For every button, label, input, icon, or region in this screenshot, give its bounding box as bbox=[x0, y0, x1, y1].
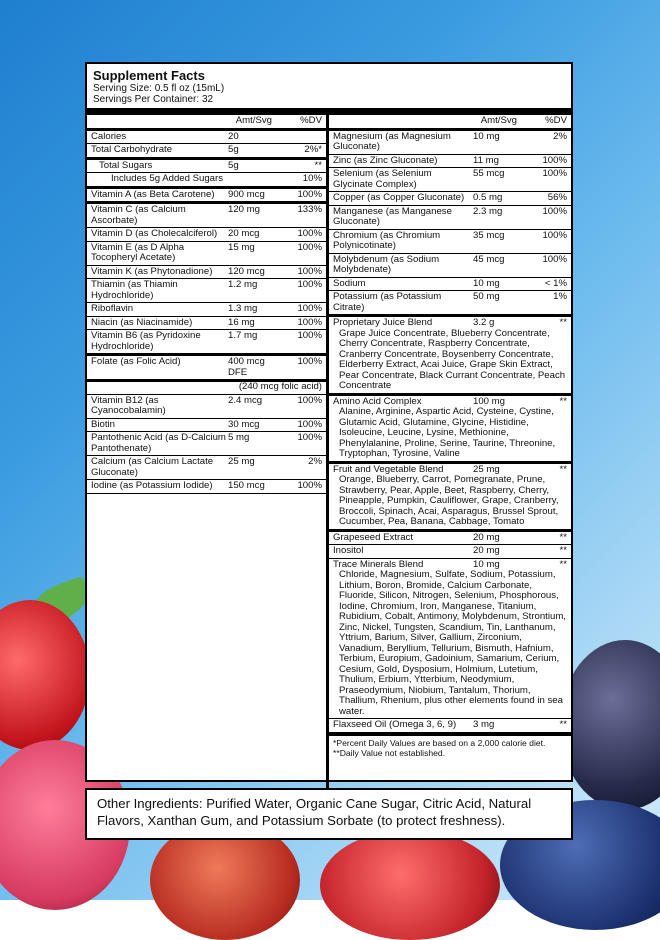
nutrient-dv: 100% bbox=[297, 418, 322, 430]
nutrient-name: Vitamin A (as Beta Carotene) bbox=[91, 188, 215, 200]
blend-block bbox=[329, 464, 571, 532]
nutrient-dv: 100% bbox=[297, 316, 322, 328]
nutrient-dv: 100% bbox=[297, 480, 322, 491]
blend-dv: ** bbox=[559, 719, 567, 730]
servings-per-container: Servings Per Container: 32 bbox=[93, 94, 214, 105]
blend-amount: 20 mg bbox=[473, 531, 500, 543]
nutrient-name: Thiamin (as Thiamin Hydrochloride) bbox=[91, 279, 178, 301]
nutrient-name: Vitamin E (as D Alpha Tocopheryl Acetate) bbox=[91, 241, 185, 263]
nutrient-row bbox=[329, 155, 571, 169]
nutrient-row bbox=[87, 242, 326, 266]
nutrient-amount: 15 mg bbox=[228, 241, 255, 253]
footnotes bbox=[329, 733, 571, 760]
nutrient-row bbox=[87, 330, 326, 356]
nutrient-name: Calcium (as Calcium Lactate Gluconate) bbox=[91, 456, 214, 478]
nutrient-row bbox=[329, 278, 571, 292]
amt-header: Amt/Svg bbox=[235, 115, 272, 126]
nutrient-dv: 133% bbox=[297, 204, 322, 215]
nutrient-row bbox=[87, 189, 326, 205]
nutrient-amount: 400 mcg DFE bbox=[228, 356, 265, 378]
nutrient-row bbox=[329, 131, 571, 155]
blend-name: Fruit and Vegetable Blend bbox=[333, 463, 444, 475]
nutrient-amount: 150 mcg bbox=[228, 480, 265, 491]
blend-name: Grapeseed Extract bbox=[333, 531, 413, 543]
nutrient-name: Vitamin B12 (as Cyanocobalamin) bbox=[91, 394, 166, 416]
blend-block bbox=[329, 317, 571, 396]
footnote-not-established: **Daily Value not established. bbox=[333, 747, 446, 758]
nutrient-name: Includes 5g Added Sugars bbox=[111, 173, 224, 184]
nutrient-row bbox=[87, 228, 326, 242]
nutrient-amount: 1.2 mg bbox=[228, 279, 258, 290]
blend-name: Trace Minerals Blend bbox=[333, 558, 424, 570]
nutrient-dv: 100% bbox=[542, 168, 567, 179]
nutrient-extra: (240 mcg folic acid) bbox=[87, 382, 326, 395]
nutrient-row bbox=[329, 206, 571, 230]
nutrient-dv: 100% bbox=[542, 253, 567, 265]
nutrient-dv: 2% bbox=[308, 456, 322, 467]
blend-header bbox=[333, 318, 567, 329]
nutrient-row bbox=[87, 317, 326, 331]
nutrient-row bbox=[87, 160, 326, 174]
nutrient-name: Niacin (as Niacinamide) bbox=[91, 316, 193, 328]
left-table-header bbox=[87, 115, 326, 131]
nutrient-name: Copper (as Copper Gluconate) bbox=[333, 192, 465, 203]
nutrient-name: Vitamin D (as Cholecalciferol) bbox=[91, 228, 218, 239]
nutrient-dv: 2%* bbox=[304, 144, 322, 155]
nutrient-row bbox=[87, 266, 326, 280]
serving-size: Serving Size: 0.5 fl oz (15mL) bbox=[93, 83, 225, 94]
nutrient-amount: 55 mcg bbox=[473, 168, 505, 179]
nutrient-row bbox=[87, 204, 326, 228]
nutrient-dv: ** bbox=[314, 159, 322, 171]
nutrient-dv: 100% bbox=[297, 394, 322, 406]
nutrient-row bbox=[329, 291, 571, 317]
nutrient-amount: 35 mcg bbox=[473, 229, 505, 241]
nutrient-name: Total Carbohydrate bbox=[91, 144, 173, 155]
nutrient-name: Magnesium (as Magnesium Gluconate) bbox=[333, 130, 451, 152]
blend-dv: ** bbox=[559, 558, 567, 570]
nutrient-name: Sodium bbox=[333, 277, 366, 289]
facts-header bbox=[87, 64, 571, 115]
nutrient-row bbox=[87, 356, 326, 382]
nutrient-name: Vitamin K (as Phytonadione) bbox=[91, 265, 213, 277]
apple-image bbox=[320, 830, 500, 940]
nutrient-name: Vitamin B6 (as Pyridoxine Hydrochloride) bbox=[91, 330, 201, 352]
blend-dv: ** bbox=[559, 531, 567, 543]
nutrient-row bbox=[87, 419, 326, 433]
blend-ingredients: Grape Juice Concentrate, Blueberry Concentrate, Cherry Concentrate, Raspberry Concentrate, Cranberry Concentrate, Boysenberry Concentrate, Elderberry Extract, Acai Juice, Grape Skin Extract, Pear Concentrate, Black Currant Concentrate, Peach Concentrate bbox=[339, 327, 566, 391]
nutrient-row bbox=[329, 230, 571, 254]
nutrient-amount: 45 mcg bbox=[473, 253, 505, 265]
nutrient-name: Biotin bbox=[91, 418, 115, 430]
blend-header bbox=[333, 533, 567, 544]
other-ingredients: Other Ingredients: Purified Water, Organic Cane Sugar, Citric Acid, Natural Flavors, Xanthan Gum, and Potassium Sorbate (to protect freshness). bbox=[85, 788, 573, 840]
blend-ingredients: Chloride, Magnesium, Sulfate, Sodium, Potassium, Lithium, Boron, Bromide, Calcium Carbonate, Fluoride, Silicon, Nitrogen, Selenium, Phosphorous, Iodine, Chromium, Iron, Manganese, Titanium, Rubidium, Cobalt, Antimony, Molybdenum, Strontium, Zinc, Nickel, Tungsten, Scandium, Tin, Lanthanum, Yttrium, Barium, Silver, Gallium, Zirconium, Vanadium, Beryllium, Tellurium, Bismuth, Hafnium, Terbium, Europium, Gadoinium, Samarium, Cerium, Cesium, Gold, Dysposium, Holmium, Lutetium, Thulium, Erbium, Ytterbium, Neodymium, Praseodymium, Niobium, Tantalum, Thorium, Thallium, Rhenium, plus other elements found in sea water. bbox=[339, 569, 566, 717]
nutrient-amount: 900 mcg bbox=[228, 188, 265, 200]
nutrient-amount: 20 mcg bbox=[228, 228, 260, 239]
blend-ingredients: Alanine, Arginine, Aspartic Acid, Cysteine, Cystine, Glutamic Acid, Glutamine, Glycine, Histidine, Isoleucine, Leucine, Lysine, Methionine, Phenylalanine, Proline, Serine, Taurine, Threonine, Tryptophan, Tyrosine, Valine bbox=[339, 406, 556, 459]
blend-dv: ** bbox=[559, 317, 567, 328]
nutrient-name: Folate (as Folic Acid) bbox=[91, 356, 181, 367]
blend-rows bbox=[329, 317, 571, 733]
blend-header bbox=[333, 546, 567, 557]
nutrient-name: Manganese (as Manganese Gluconate) bbox=[333, 205, 452, 227]
nutrient-row bbox=[87, 144, 326, 160]
blend-dv: ** bbox=[559, 395, 567, 407]
nutrient-dv: 100% bbox=[297, 279, 322, 290]
nutrient-name: Chromium (as Chromium Polynicotinate) bbox=[333, 229, 441, 251]
nutrient-amount: 0.5 mg bbox=[473, 192, 503, 203]
nutrient-row bbox=[87, 432, 326, 456]
nutrient-dv: 56% bbox=[547, 192, 567, 203]
nutrient-name: Vitamin C (as Calcium Ascorbate) bbox=[91, 204, 186, 226]
nutrient-amount: 2.3 mg bbox=[473, 205, 503, 217]
blend-name: Inositol bbox=[333, 545, 364, 556]
nutrient-amount: 5g bbox=[228, 144, 239, 155]
nutrient-amount: 5g bbox=[228, 159, 239, 171]
nutrient-dv: 1% bbox=[553, 291, 567, 302]
nutrient-name: Molybdenum (as Sodium Molybdenate) bbox=[333, 253, 440, 275]
nutrient-dv: 100% bbox=[297, 188, 322, 200]
nutrient-row bbox=[87, 480, 326, 494]
nutrient-row bbox=[87, 303, 326, 317]
nutrient-dv: 100% bbox=[542, 229, 567, 241]
facts-columns bbox=[87, 115, 571, 831]
nutrient-row bbox=[329, 168, 571, 192]
nutrient-dv: 100% bbox=[542, 154, 567, 166]
blend-amount: 3 mg bbox=[473, 719, 495, 730]
nutrient-row bbox=[87, 131, 326, 145]
blend-amount: 20 mg bbox=[473, 545, 500, 556]
nutrient-dv: 100% bbox=[297, 303, 322, 314]
blend-name: Flaxseed Oil (Omega 3, 6, 9) bbox=[333, 719, 457, 730]
facts-title: Supplement Facts bbox=[93, 68, 205, 83]
nutrient-amount: 1.7 mg bbox=[228, 330, 258, 341]
blend-block bbox=[329, 396, 571, 464]
nutrient-dv: 100% bbox=[297, 228, 322, 239]
nutrient-name: Riboflavin bbox=[91, 303, 134, 314]
nutrient-dv: 100% bbox=[297, 432, 322, 443]
nutrient-amount: 20 bbox=[228, 130, 239, 142]
right-column bbox=[329, 115, 571, 831]
nutrient-row bbox=[87, 173, 326, 189]
blend-header bbox=[333, 720, 567, 731]
nutrient-amount: 120 mg bbox=[228, 204, 260, 215]
nutrient-amount: 2.4 mcg bbox=[228, 394, 263, 406]
nutrient-row bbox=[87, 395, 326, 419]
blend-amount: 3.2 g bbox=[473, 317, 495, 328]
nutrient-amount: 30 mcg bbox=[228, 418, 260, 430]
footnote-dv: *Percent Daily Values are based on a 2,000 calorie diet. bbox=[333, 737, 546, 748]
nutrient-row bbox=[329, 254, 571, 278]
blend-amount: 25 mg bbox=[473, 463, 500, 475]
blend-block bbox=[329, 532, 571, 546]
nutrient-amount: 120 mcg bbox=[228, 265, 265, 277]
nutrient-name: Iodine (as Potassium Iodide) bbox=[91, 480, 213, 491]
blend-dv: ** bbox=[559, 463, 567, 475]
right-table-header bbox=[329, 115, 571, 131]
dv-header: %DV bbox=[300, 115, 322, 126]
nutrient-amount: 16 mg bbox=[228, 316, 255, 328]
nutrient-name: Selenium (as Selenium Glycinate Complex) bbox=[333, 168, 432, 190]
nutrient-dv: 2% bbox=[553, 130, 567, 142]
nutrient-amount: 5 mg bbox=[228, 432, 250, 443]
nutrient-dv: 100% bbox=[297, 330, 322, 341]
nutrient-dv: 100% bbox=[297, 265, 322, 277]
nutrient-name: Potassium (as Potassium Citrate) bbox=[333, 291, 442, 313]
supplement-facts-panel bbox=[85, 62, 573, 782]
amt-header: Amt/Svg bbox=[480, 115, 517, 126]
nutrient-amount: 10 mg bbox=[473, 277, 500, 289]
dv-header: %DV bbox=[545, 115, 567, 126]
blend-amount: 100 mg bbox=[473, 395, 505, 407]
nutrient-dv: 100% bbox=[297, 241, 322, 253]
nutrient-row bbox=[87, 456, 326, 480]
nutrient-amount: 25 mg bbox=[228, 456, 255, 467]
nutrient-dv: 100% bbox=[542, 205, 567, 217]
nutrient-name: Calories bbox=[91, 130, 127, 142]
blend-ingredients: Orange, Blueberry, Carrot, Pomegranate, Prune, Strawberry, Pear, Apple, Beet, Raspberry, Cherry, Pineapple, Pumpkin, Cauliflower, Grape, Cranberry, Broccoli, Spinach, Acai, Asparagus, Brussel Sprout, Cucumber, Pea, Banana, Cabbage, Tomato bbox=[339, 474, 559, 527]
nutrient-name: Pantothenic Acid (as D-Calcium Pantothenate) bbox=[91, 432, 226, 454]
nutrient-amount: 10 mg bbox=[473, 130, 500, 142]
nutrient-dv: 10% bbox=[302, 173, 322, 184]
blend-dv: ** bbox=[559, 545, 567, 556]
nutrient-row bbox=[87, 279, 326, 303]
right-rows bbox=[329, 131, 571, 318]
blend-block bbox=[329, 545, 571, 559]
blend-block bbox=[329, 559, 571, 720]
nutrient-amount: 50 mg bbox=[473, 291, 500, 302]
nutrient-row bbox=[329, 192, 571, 206]
blend-amount: 10 mg bbox=[473, 558, 500, 570]
left-column bbox=[87, 115, 329, 831]
nutrient-dv: 100% bbox=[297, 356, 322, 367]
nutrient-amount: 1.3 mg bbox=[228, 303, 258, 314]
nutrient-dv: < 1% bbox=[544, 277, 567, 289]
blend-block bbox=[329, 719, 571, 733]
nutrient-amount: 11 mg bbox=[473, 154, 499, 166]
blend-name: Amino Acid Complex bbox=[333, 395, 422, 407]
nutrient-name: Zinc (as Zinc Gluconate) bbox=[333, 154, 438, 166]
blend-name: Proprietary Juice Blend bbox=[333, 317, 433, 328]
nutrient-name: Total Sugars bbox=[99, 159, 153, 171]
